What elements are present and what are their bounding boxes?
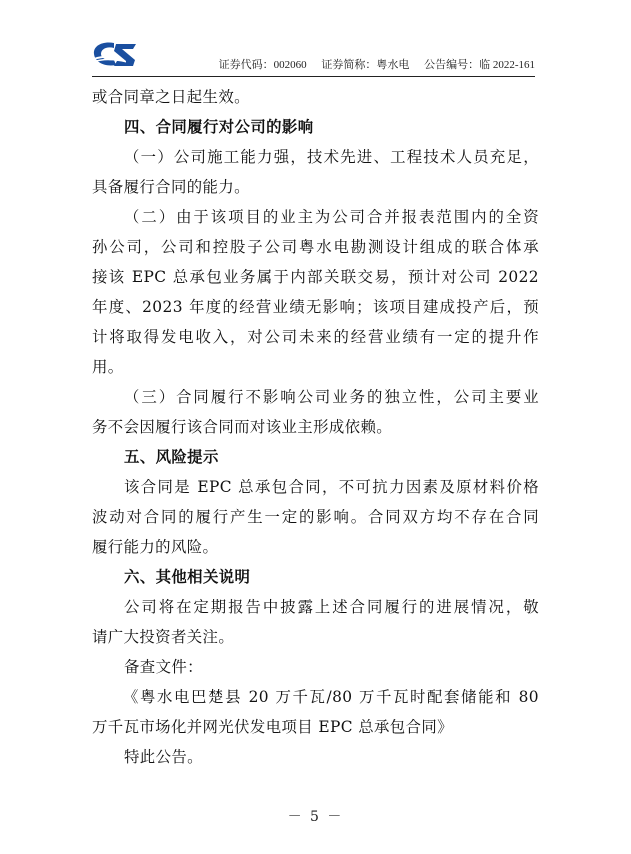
body-line: 用。	[92, 358, 124, 376]
body-line: 接该 EPC 总承包业务属于内部关联交易，预计对公司 2022	[92, 268, 539, 286]
announcement-header	[207, 56, 535, 72]
body-line: 或合同章之日起生效。	[92, 88, 250, 106]
closing-remark: 特此公告。	[124, 748, 203, 766]
section-heading-other: 六、其他相关说明	[124, 568, 251, 586]
body-line: 该合同是 EPC 总承包合同，不可抗力因素及原材料价格	[124, 478, 539, 496]
body-line: 公司将在定期报告中披露上述合同履行的进展情况，敬	[124, 598, 539, 616]
body-line: 请广大投资者关注。	[92, 628, 235, 646]
body-line: （一）公司施工能力强，技术先进、工程技术人员充足，	[124, 148, 539, 166]
reference-docs-label: 备查文件：	[124, 658, 203, 676]
body-line: 孙公司，公司和控股子公司粤水电勘测设计组成的联合体承	[92, 238, 539, 256]
body-line: 具备履行合同的能力。	[92, 178, 250, 196]
header-divider	[92, 76, 535, 77]
reference-doc-title: 《粤水电巴楚县 20 万千瓦/80 万千瓦时配套储能和 80	[123, 688, 539, 706]
document-body	[92, 82, 539, 772]
body-line: 波动对合同的履行产生一定的影响。合同双方均不存在合同	[92, 508, 539, 526]
reference-doc-title-cont: 万千瓦市场化并网光伏发电项目 EPC 总承包合同》	[92, 718, 453, 736]
page-number: － 5 －	[287, 809, 344, 825]
body-line: 履行能力的风险。	[92, 538, 219, 556]
section-heading-risk: 五、风险提示	[124, 448, 219, 466]
section-heading-impact: 四、合同履行对公司的影响	[124, 118, 314, 136]
stock-code: 证券代码：002060	[218, 59, 307, 71]
company-logo-icon	[92, 40, 138, 70]
body-line: 务不会因履行该合同而对该业主形成依赖。	[92, 418, 393, 436]
body-line: （二）由于该项目的业主为公司合并报表范围内的全资	[124, 208, 539, 226]
stock-abbreviation: 证券简称：粤水电	[321, 59, 410, 71]
body-line: 年度、2023 年度的经营业绩无影响；该项目建成投产后，预	[92, 298, 539, 316]
body-line: （三）合同履行不影响公司业务的独立性，公司主要业	[124, 388, 539, 406]
body-line: 计将取得发电收入，对公司未来的经营业绩有一定的提升作	[92, 328, 539, 346]
announcement-number: 公告编号：临 2022-161	[424, 59, 535, 71]
